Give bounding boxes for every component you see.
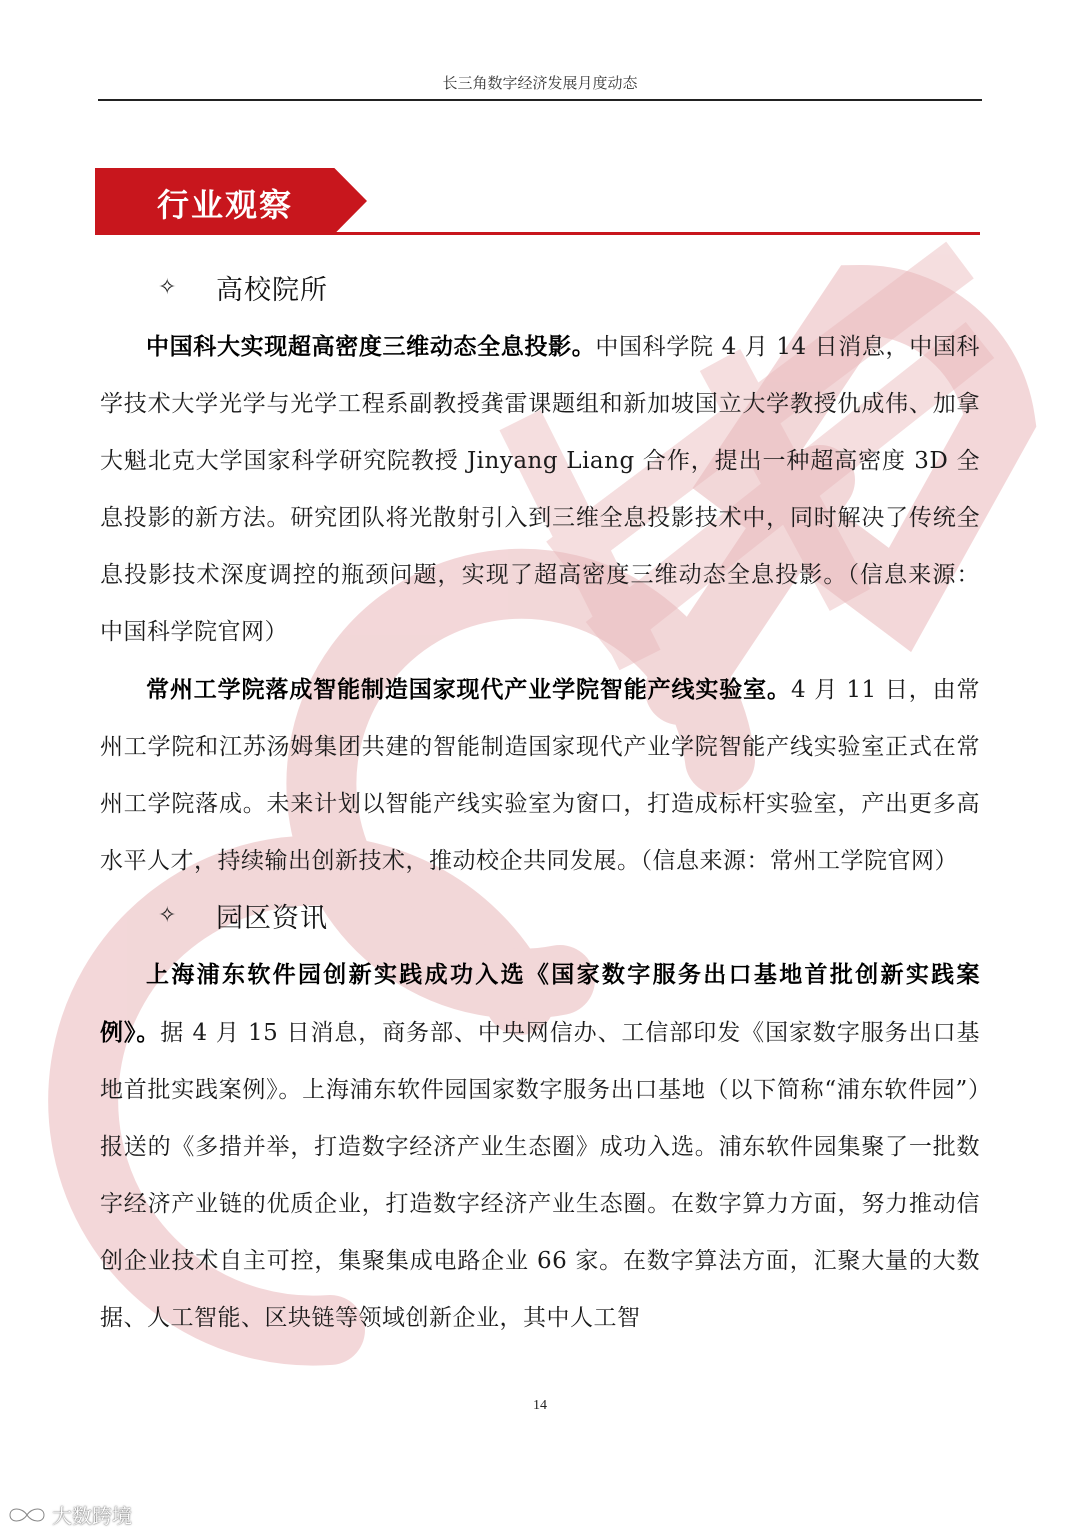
news-body: 中国科学院 4 月 14 日消息，中国科学技术大学光学与光学工程系副教授龚雷课题组和新加坡国立大学教授仇成伟、加拿大魁北克大学国家科学研究院教授 Jinyang Liang 合作，提出一种超高密度 3D 全息投影的新方法。研究团队将光散射引入到三维全息投影技术中，同时解决了传统全息投影技术深度调控的瓶颈问题，实现了超高密度三维动态全息投影。（信息来源：中国科学院官网）	[100, 334, 980, 645]
diamond-star-icon: ✧	[158, 274, 177, 300]
section-title: 园区资讯	[216, 902, 328, 934]
corner-watermark-text: 大数跨境	[52, 1504, 132, 1528]
news-paragraph-changzhou	[100, 661, 980, 890]
news-paragraph-pudong	[100, 946, 980, 1347]
banner-title: 行业观察	[157, 186, 294, 224]
diamond-star-icon: ✧	[158, 902, 177, 928]
banner-underline	[95, 232, 980, 235]
infinity-logo-icon	[6, 1504, 48, 1526]
section-heading-universities	[100, 262, 980, 312]
news-body: 4 月 11 日，由常州工学院和江苏汤姆集团共建的智能制造国家现代产业学院智能产线实验室正式在常州工学院落成。未来计划以智能产线实验室为窗口，打造成标杆实验室，产出更多高水平人才，持续输出创新技术，推动校企共同发展。（信息来源：常州工学院官网）	[100, 677, 980, 874]
page-number: 14	[533, 1398, 547, 1413]
corner-watermark	[6, 1500, 132, 1529]
news-paragraph-holography	[100, 318, 980, 661]
news-headline: 常州工学院落成智能制造国家现代产业学院智能产线实验室。	[146, 676, 791, 703]
news-headline: 上海浦东软件园创新实践成功入选《国家数字服务出口基地首批创新实践案例》。	[100, 961, 980, 1046]
news-headline: 中国科大实现超高密度三维动态全息投影。	[146, 333, 596, 360]
section-banner	[95, 168, 980, 238]
section-title: 高校院所	[216, 274, 328, 306]
running-header: 长三角数字经济发展月度动态	[442, 74, 638, 92]
header-rule	[98, 99, 982, 101]
news-body: 据 4 月 15 日消息，商务部、中央网信办、工信部印发《国家数字服务出口基地首批实践案例》。上海浦东软件园国家数字服务出口基地（以下简称“浦东软件园”）报送的《多措并举，打造数字经济产业生态圈》成功入选。浦东软件园集聚了一批数字经济产业链的优质企业，打造数字经济产业生态圈。在数字算力方面，努力推动信创企业技术自主可控，集聚集成电路企业 66 家。在数字算法方面，汇聚大量的大数据、人工智能、区块链等领域创新企业，其中人工智	[100, 1020, 980, 1331]
article-content	[100, 262, 980, 1347]
section-heading-parks	[100, 890, 980, 940]
